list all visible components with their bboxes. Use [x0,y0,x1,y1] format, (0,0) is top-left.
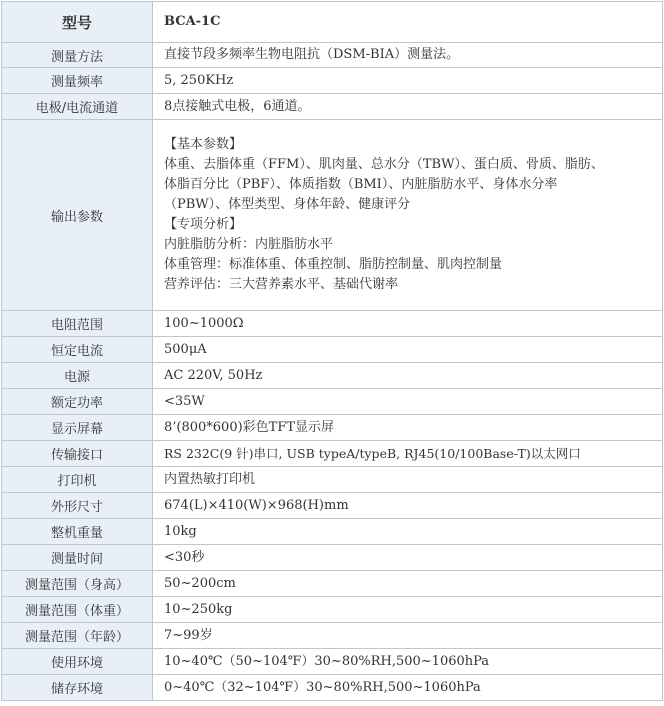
spec-value: 10~40℃（50~104℉）30~80%RH,500~1060hPa [153,649,663,675]
spec-row-dimensions [2,493,663,519]
spec-row-method [2,43,663,68]
spec-label: 恒定电流 [2,337,153,363]
spec-label: 测量方法 [2,43,153,68]
output-line: 体脂百分比（PBF）、体质指数（BMI）、内脏脂肪水平、身体水分率 [164,177,558,192]
spec-label: 使用环境 [2,649,153,675]
spec-value: 10kg [153,519,663,545]
spec-value: 10~250kg [153,597,663,623]
spec-value: AC 220V, 50Hz [153,363,663,389]
spec-table [1,1,663,701]
spec-value: 0~40℃（32~104℉）30~80%RH,500~1060hPa [153,675,663,701]
spec-label: 型号 [2,2,153,43]
spec-row-storage-env [2,675,663,701]
output-line: （PBW）、体型类型、身体年龄、健康评分 [164,197,411,212]
spec-row-rated-power [2,389,663,415]
spec-value: 内置热敏打印机 [153,467,663,493]
spec-row-power-supply [2,363,663,389]
spec-value: 直接节段多频率生物电阻抗（DSM-BIA）测量法。 [153,43,663,68]
spec-row-measure-time [2,545,663,571]
spec-label: 测量范围（年龄） [2,623,153,649]
spec-row-model [2,2,663,43]
spec-row-electrodes [2,94,663,120]
spec-label: 测量范围（体重） [2,597,153,623]
spec-row-display [2,415,663,441]
spec-value: RS 232C(9 针)串口, USB typeA/typeB, RJ45(10/100Base-T)以太网口 [153,441,663,467]
spec-value: 7~99岁 [153,623,663,649]
spec-row-range-age [2,623,663,649]
spec-value: 8点接触式电极，6通道。 [153,94,663,120]
spec-row-printer [2,467,663,493]
output-line: 【专项分析】 [164,217,243,232]
spec-value: 50~200cm [153,571,663,597]
spec-label: 传输接口 [2,441,153,467]
spec-label: 整机重量 [2,519,153,545]
spec-label: 储存环境 [2,675,153,701]
spec-value: 100~1000Ω [153,311,663,337]
spec-label: 显示屏幕 [2,415,153,441]
spec-label: 打印机 [2,467,153,493]
spec-row-range-height [2,571,663,597]
output-line: 【基本参数】 [164,137,243,152]
spec-value [153,120,663,311]
spec-value: BCA-1C [153,2,663,43]
spec-row-current [2,337,663,363]
spec-label: 电阻范围 [2,311,153,337]
spec-row-interface [2,441,663,467]
output-line: 内脏脂肪分析：内脏脂肪水平 [164,237,334,252]
spec-value: 674(L)×410(W)×968(H)mm [153,493,663,519]
spec-value: 5, 250KHz [153,68,663,94]
spec-label: 电源 [2,363,153,389]
spec-label: 测量频率 [2,68,153,94]
spec-row-weight [2,519,663,545]
spec-row-range-weight [2,597,663,623]
spec-label: 输出参数 [2,120,153,311]
spec-label: 测量范围（身高） [2,571,153,597]
spec-label: 电极/电流通道 [2,94,153,120]
spec-value: 8’(800*600)彩色TFT显示屏 [153,415,663,441]
output-line: 营养评估：三大营养素水平、基础代谢率 [164,277,399,292]
spec-value: <30秒 [153,545,663,571]
spec-row-resistance [2,311,663,337]
spec-row-operating-env [2,649,663,675]
spec-row-output [2,120,663,311]
spec-value: <35W [153,389,663,415]
spec-row-frequency [2,68,663,94]
output-line: 体重、去脂体重（FFM）、肌肉量、总水分（TBW）、蛋白质、骨质、脂肪、 [164,157,604,172]
spec-label: 测量时间 [2,545,153,571]
spec-value: 500μA [153,337,663,363]
spec-label: 额定功率 [2,389,153,415]
output-line: 体重管理：标准体重、体重控制、脂肪控制量、肌肉控制量 [164,257,503,272]
spec-label: 外形尺寸 [2,493,153,519]
